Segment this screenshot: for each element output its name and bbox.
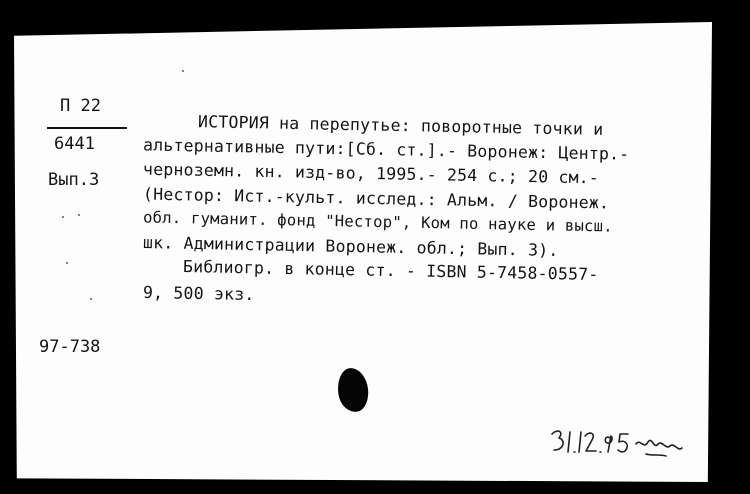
bib-line-4: (Нестор: Ист.-культ. исслед.: Альм. / Воронеж. bbox=[142, 184, 610, 213]
handwritten-date-note bbox=[548, 424, 698, 460]
speck bbox=[62, 216, 64, 218]
card-number: 6441 bbox=[54, 134, 95, 154]
shelfmark: П 22 bbox=[60, 96, 101, 116]
bib-line-3: черноземн. кн. изд-во, 1995.- 254 с.; 20 см.- bbox=[142, 159, 600, 188]
bib-line-5: обл. гуманит. фонд "Нестор", Ком по науке и высш. bbox=[142, 208, 613, 236]
bib-line-2: альтернативные пути:[Сб. ст.].- Воронеж: Центр.- bbox=[142, 135, 630, 164]
issue-label: Вып.3 bbox=[48, 170, 100, 190]
shelfmark-divider bbox=[47, 127, 127, 129]
bib-line-8: 9, 500 экз. bbox=[142, 282, 255, 305]
bib-line-7: Библиогр. в конце ст. - ISBN 5-7458-0557- bbox=[182, 257, 599, 284]
bib-line-1: ИСТОРИЯ на перепутье: поворотные точки и bbox=[197, 112, 604, 139]
bib-line-6: шк. Администрации Воронеж. обл.; Вып. 3). bbox=[142, 233, 559, 260]
speck bbox=[66, 262, 68, 264]
speck bbox=[182, 70, 184, 72]
speck bbox=[78, 214, 80, 216]
speck bbox=[90, 298, 92, 300]
accession-number: 97-738 bbox=[39, 337, 101, 357]
